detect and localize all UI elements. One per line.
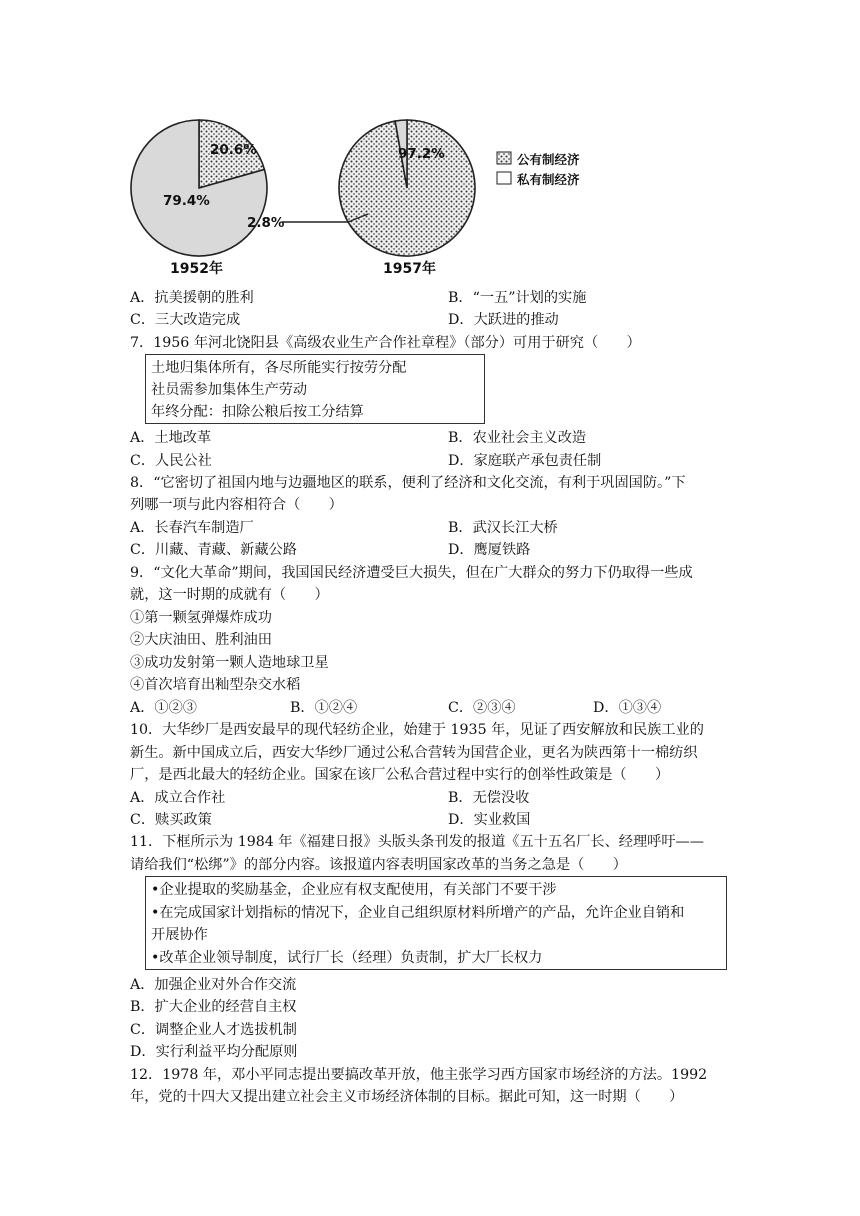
q7-option-a[interactable]: A．土地改革: [130, 430, 212, 446]
q8-stem-line-1: 8．“它密切了祖国内地与边疆地区的联系，便利了经济和文化交流，有利于巩固国防。”下: [130, 475, 686, 491]
q9-option-d[interactable]: D．①③④: [593, 700, 662, 716]
q10-option-b[interactable]: B．无偿没收: [448, 790, 530, 806]
q7-option-c[interactable]: C．人民公社: [130, 453, 212, 469]
q6-option-a[interactable]: A．抗美援朝的胜利: [130, 290, 254, 306]
q7-box-line-1: 土地归集体所有，各尽所能实行按劳分配: [151, 360, 407, 376]
q9-option-b[interactable]: B．①②④: [290, 700, 358, 716]
pie-chart-1957: [339, 120, 475, 256]
pie-chart-1952: [131, 120, 267, 256]
slice-label-1957-public: 97.2%: [398, 146, 445, 162]
q9-stem-line-1: 9．“文化大革命”期间，我国国民经济遭受巨大损失，但在广大群众的努力下仍取得一些成: [130, 565, 693, 581]
q10-option-d[interactable]: D．实业救国: [448, 812, 531, 828]
q10-stem-line-3: 厂，是西北最大的轻纺企业。国家在该厂公私合营过程中实行的创举性政策是（ ）: [130, 767, 670, 783]
q7-option-b[interactable]: B．农业社会主义改造: [448, 430, 587, 446]
q11-box-line-4: •改革企业领导制度，试行厂长（经理）负责制，扩大厂长权力: [151, 950, 543, 966]
q6-option-c[interactable]: C．三大改造完成: [130, 312, 241, 328]
q11-source-box: [145, 876, 727, 970]
pie-title-1957: 1957年: [383, 261, 436, 277]
q6-option-d[interactable]: D．大跃进的推动: [448, 312, 559, 328]
q7-stem: 7．1956 年河北饶阳县《高级农业生产合作社章程》（部分）可用于研究（ ）: [130, 335, 641, 351]
legend-label-public: 公有制经济: [517, 152, 580, 167]
q9-item-4: ④首次培育出籼型杂交水稻: [130, 677, 301, 693]
q7-box-line-3: 年终分配：扣除公粮后按工分结算: [151, 404, 364, 420]
q9-option-a[interactable]: A．①②③: [130, 700, 197, 716]
q8-option-b[interactable]: B．武汉长江大桥: [448, 520, 558, 536]
q12-stem-line-2: 年，党的十四大又提出建立社会主义市场经济体制的目标。据此可知，这一时期（ ）: [130, 1089, 684, 1105]
q7-option-d[interactable]: D．家庭联产承包责任制: [448, 453, 602, 469]
q9-option-c[interactable]: C．②③④: [448, 700, 516, 716]
q11-stem-line-1: 11．下框所示为 1984 年《福建日报》头版头条刊发的报道《五十五名厂长、经理呼吁——: [130, 834, 704, 850]
q11-option-a[interactable]: A．加强企业对外合作交流: [130, 977, 297, 993]
q8-option-a[interactable]: A．长春汽车制造厂: [130, 520, 254, 536]
q7-box-line-2: 社员需参加集体生产劳动: [151, 382, 308, 398]
q11-option-b[interactable]: B．扩大企业的经营自主权: [130, 999, 297, 1015]
q9-item-2: ②大庆油田、胜利油田: [130, 632, 272, 648]
q12-stem-line-1: 12．1978 年，邓小平同志提出要搞改革开放，他主张学习西方国家市场经济的方法。1992: [130, 1067, 708, 1083]
legend-swatch-private: [497, 172, 511, 184]
q9-stem-line-2: 就，这一时期的成就有（ ）: [130, 587, 329, 603]
q10-option-a[interactable]: A．成立合作社: [130, 790, 226, 806]
q9-item-3: ③成功发射第一颗人造地球卫星: [130, 655, 329, 671]
legend-label-private: 私有制经济: [517, 172, 580, 187]
q10-stem-line-2: 新生。新中国成立后，西安大华纱厂通过公私合营转为国营企业，更名为陕西第十一棉纺织: [130, 745, 698, 761]
q8-stem-line-2: 列哪一项与此内容相符合（ ）: [130, 497, 343, 513]
q11-stem-line-2: 请给我们“松绑”》的部分内容。该报道内容表明国家改革的当务之急是（ ）: [130, 857, 627, 873]
q11-box-line-1: •企业提取的奖励基金，企业应有权支配使用，有关部门不要干涉: [151, 882, 557, 898]
q11-option-d[interactable]: D．实行利益平均分配原则: [130, 1044, 298, 1060]
slice-label-1952-public: 20.6%: [210, 142, 257, 158]
q8-option-c[interactable]: C．川藏、青藏、新藏公路: [130, 542, 297, 558]
q11-option-c[interactable]: C．调整企业人才选拔机制: [130, 1022, 297, 1038]
q10-option-c[interactable]: C．赎买政策: [130, 812, 212, 828]
q8-option-d[interactable]: D．鹰厦铁路: [448, 542, 531, 558]
q9-item-1: ①第一颗氢弹爆炸成功: [130, 610, 272, 626]
q7-source-box: [145, 354, 485, 424]
q11-box-line-3: 开展协作: [151, 927, 208, 943]
q6-option-b[interactable]: B．“一五”计划的实施: [448, 290, 587, 306]
pie-title-1952: 1952年: [170, 261, 223, 277]
q11-box-line-2: •在完成国家计划指标的情况下，企业自己组织原材料所增产的产品，允许企业自销和: [151, 905, 685, 921]
q10-stem-line-1: 10．大华纱厂是西安最早的现代轻纺企业，始建于 1935 年，见证了西安解放和民族工业的: [130, 722, 704, 738]
slice-label-1957-private: 2.8%: [247, 215, 285, 231]
slice-label-1952-private: 79.4%: [163, 193, 210, 209]
legend-swatch-public: [497, 152, 511, 164]
